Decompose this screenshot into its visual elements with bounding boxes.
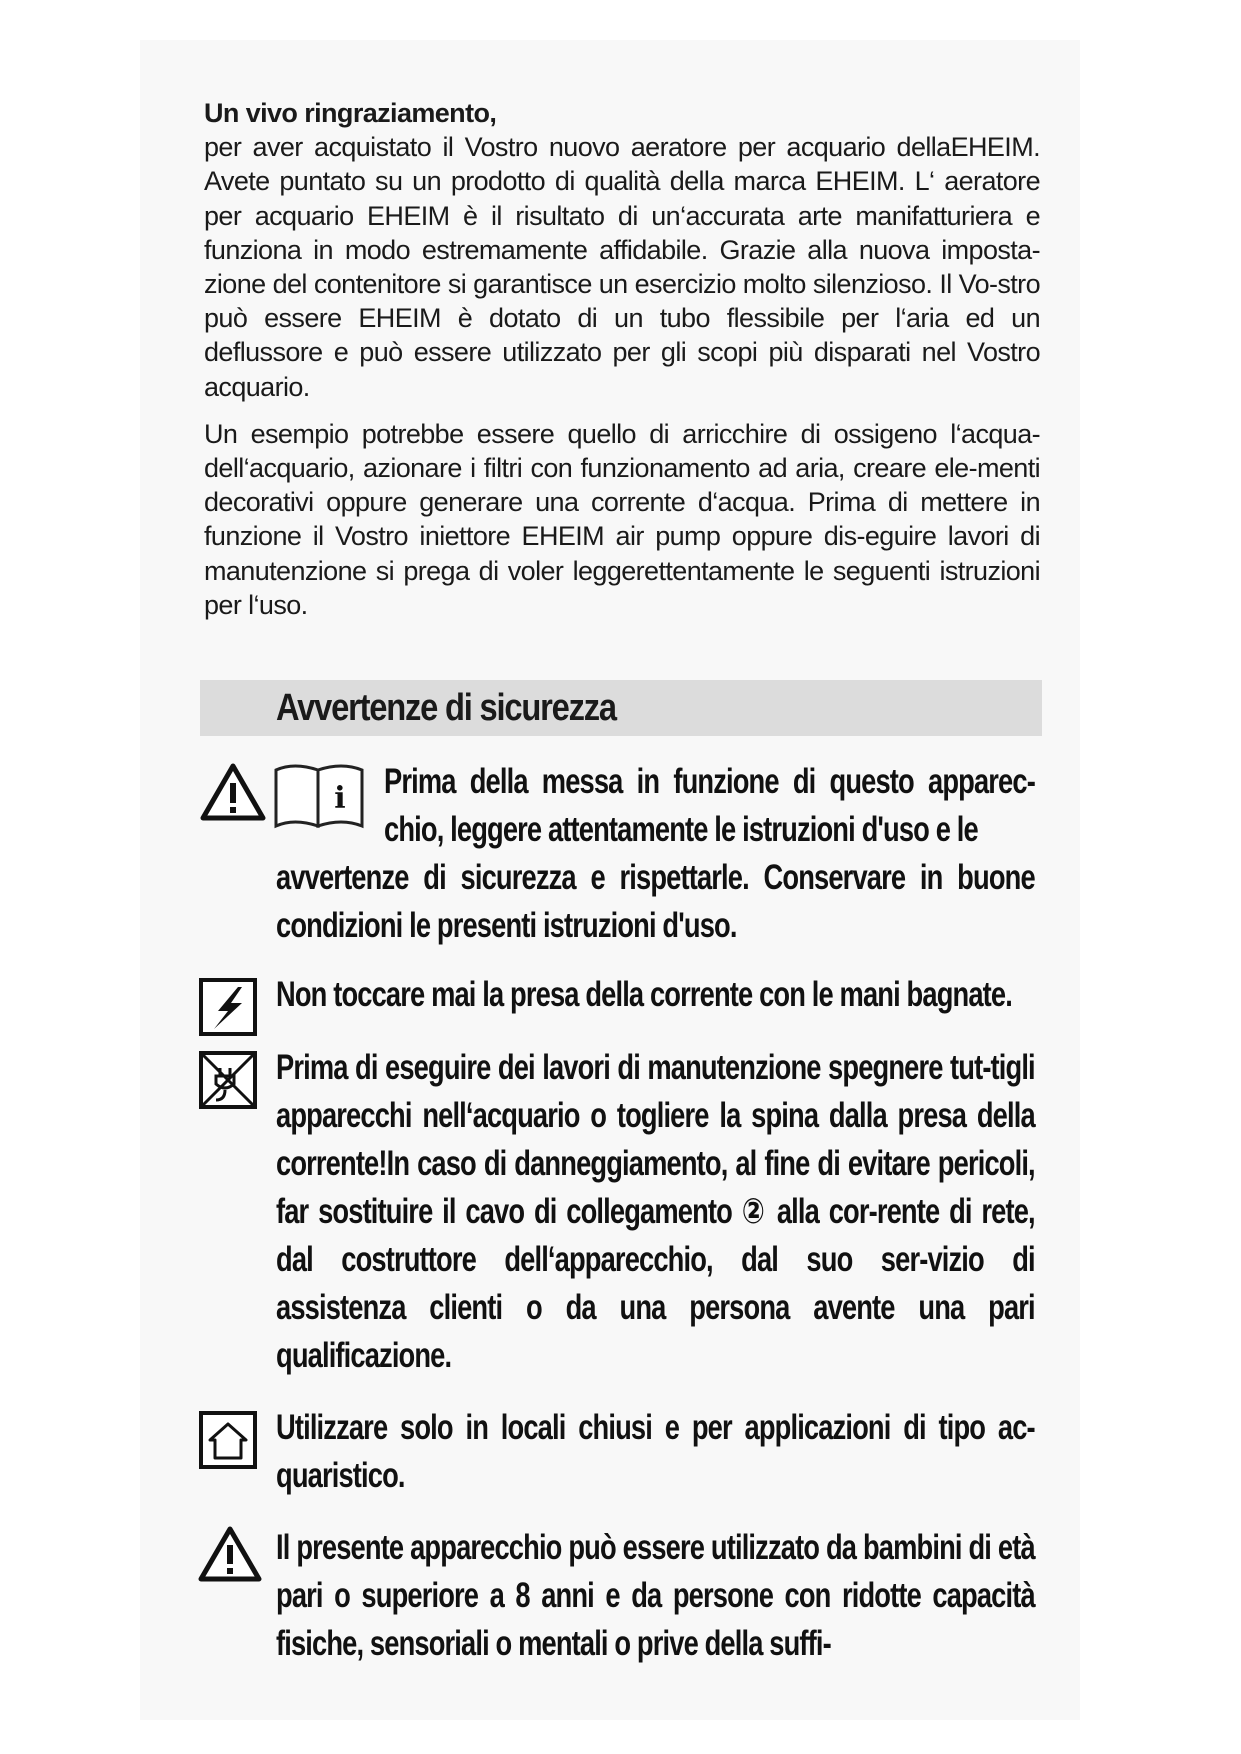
intro-paragraph-2: Un esempio potrebbe essere quello di arricchire di ossigeno l‘acqua-dell‘acquario, azionare i filtri con funzionamento ad aria, creare ele-menti decorativi oppure generare una corrente d‘acqua. Prima di mettere in funzione il Vostro iniettore EHEIM air pump oppure dis-eguire lavori di manutenzione si prega di voler leggerettentamente le seguenti istruzioni per l‘uso. bbox=[204, 418, 1040, 620]
intro-paragraph-1: per aver acquistato il Vostro nuovo aeratore per acquario dellaEHEIM. Avete puntato su un prodotto di qualità della marca EHEIM. L‘ aeratore per acquario EHEIM è il risultato di un‘accurata arte manifatturiera e funziona in modo estremamente affidabile. Grazie alla nuova imposta-zione del contenitore si garantisce un esercizio molto silenzioso. Il Vo-stro può essere EHEIM è dotato di un tubo flessibile per l‘aria ed un deflussore e può essere utilizzato per gli scopi più disparati nel Vostro acquario. bbox=[204, 132, 1040, 402]
warning-text-5 bbox=[276, 1524, 1036, 1668]
section-title: Avvertenze di sicurezza bbox=[276, 687, 616, 729]
svg-text:i: i bbox=[334, 781, 346, 816]
warning-4-text-content: Utilizzare solo in locali chiusi e per applicazioni di tipo ac-quaristico. bbox=[276, 1408, 1035, 1495]
warning-text-2: Non toccare mai la presa della corrente con le mani bagnate. bbox=[276, 975, 1012, 1014]
warning-text-1b bbox=[276, 854, 1036, 950]
warning-triangle-icon bbox=[200, 763, 266, 821]
warning-5-text-content: Il presente apparecchio può essere utilizzato da bambini di età pari o superiore a 8 anni e da persone con ridotte capacità fisiche, sensoriali o mentali o prive della suffi- bbox=[276, 1528, 1035, 1663]
intro-block bbox=[204, 96, 1040, 622]
warning-1-text-part-b: avvertenze di sicurezza e rispettarle. Conservare in buone condizioni le presenti istruzioni d'uso. bbox=[276, 858, 1035, 945]
electric-shock-icon bbox=[198, 977, 258, 1037]
indoor-only-icon bbox=[198, 1410, 258, 1470]
warning-1-text-part-a: Prima della messa in funzione di questo apparec-chio, leggere attentamente le istruzioni d'uso e le bbox=[384, 762, 1035, 849]
warning-text-1a bbox=[384, 758, 1036, 854]
unplug-icon bbox=[198, 1050, 258, 1110]
warning-3-text-content: Prima di eseguire dei lavori di manutenzione spegnere tut-tigli apparecchi nell‘acquario o togliere la spina dalla presa della corrente!In caso di danneggiamento, al fine di evitare pericoli, far sostituire il cavo di collegamento ② alla cor-rente di rete, dal costruttore dell‘apparecchio, dal suo ser-vizio di assistenza clienti o da una persona avente una pari qualificazione. bbox=[276, 1048, 1035, 1375]
warning-text-3 bbox=[276, 1044, 1036, 1380]
manual-info-icon bbox=[272, 760, 366, 832]
intro-greeting: Un vivo ringraziamento, bbox=[204, 98, 497, 128]
warning-text-4 bbox=[276, 1404, 1036, 1500]
warning-icon bbox=[198, 1526, 262, 1582]
